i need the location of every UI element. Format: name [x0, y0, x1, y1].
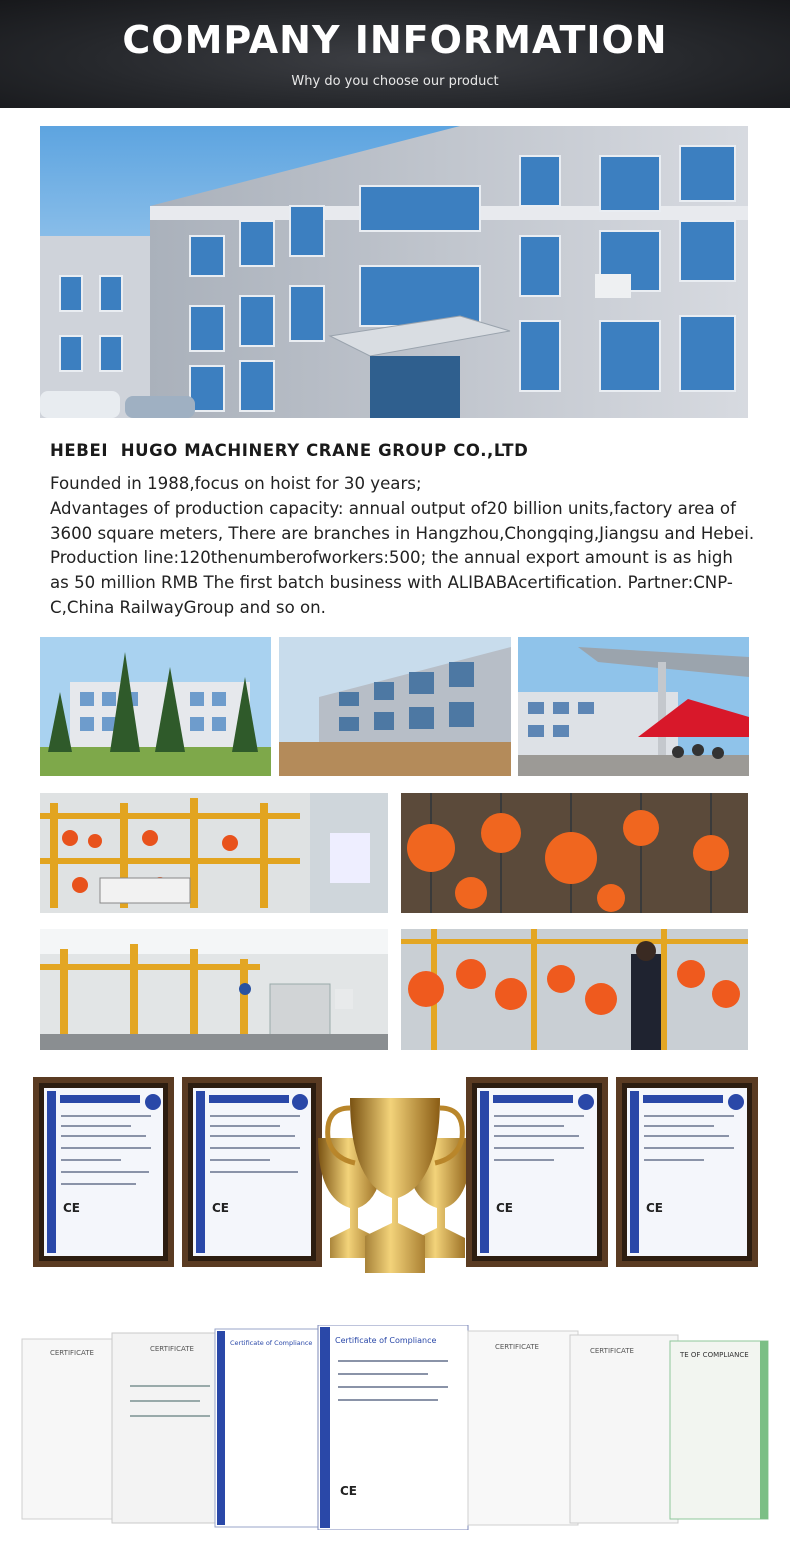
svg-text:TE OF COMPLIANCE: TE OF COMPLIANCE [680, 1351, 749, 1359]
intro-line: C,China RailwayGroup and so on. [50, 597, 326, 617]
exterior-photo-building [279, 637, 511, 776]
svg-text:Certificate of Compliance: Certificate of Compliance [230, 1339, 313, 1347]
svg-text:CERTIFICATE: CERTIFICATE [150, 1345, 194, 1353]
intro-line: 3600 square meters, There are branches in Hangzhou,Chongqing,Jiangsu and Hebei. [50, 523, 755, 543]
page-title: COMPANY INFORMATION [122, 18, 668, 62]
svg-text:CERTIFICATE: CERTIFICATE [50, 1349, 94, 1357]
workshop-photo-racks [40, 793, 388, 913]
page-subtitle: Why do you choose our product [291, 74, 499, 89]
intro-line: Production line:120thenumberofworkers:500; the annual export amount is as high [50, 548, 733, 568]
certificate-frame-4 [616, 1077, 758, 1267]
page-header [0, 0, 790, 108]
svg-text:CE: CE [496, 1201, 514, 1215]
svg-text:CERTIFICATE: CERTIFICATE [590, 1347, 634, 1355]
workshop-photo-assembly [40, 929, 388, 1050]
svg-text:CE: CE [646, 1201, 664, 1215]
svg-text:CE: CE [340, 1484, 358, 1498]
workshop-photo-worker [401, 929, 748, 1050]
svg-text:CERTIFICATE: CERTIFICATE [495, 1343, 539, 1351]
certificate-frame-1 [33, 1077, 174, 1267]
intro-line: as 50 million RMB The first batch business with ALIBABAcertification. Partner:CNP- [50, 573, 733, 593]
svg-text:CE: CE [212, 1201, 230, 1215]
exterior-photo-trees [40, 637, 271, 776]
company-name: HEBEI HUGO MACHINERY CRANE GROUP CO.,LTD [50, 441, 529, 460]
trophy-icon [300, 1078, 490, 1278]
intro-line: Advantages of production capacity: annual output of20 billion units,factory area of [50, 498, 736, 518]
main-building-photo [40, 126, 748, 418]
certificate-fan [20, 1325, 770, 1530]
intro-line: Founded in 1988,focus on hoist for 30 years; [50, 474, 422, 493]
certificate-frame-3 [466, 1077, 608, 1267]
svg-text:Certificate of Compliance: Certificate of Compliance [335, 1336, 437, 1345]
exterior-photo-tent [518, 637, 749, 776]
workshop-photo-hoists [401, 793, 748, 913]
company-intro [50, 472, 760, 621]
svg-text:CE: CE [63, 1201, 81, 1215]
